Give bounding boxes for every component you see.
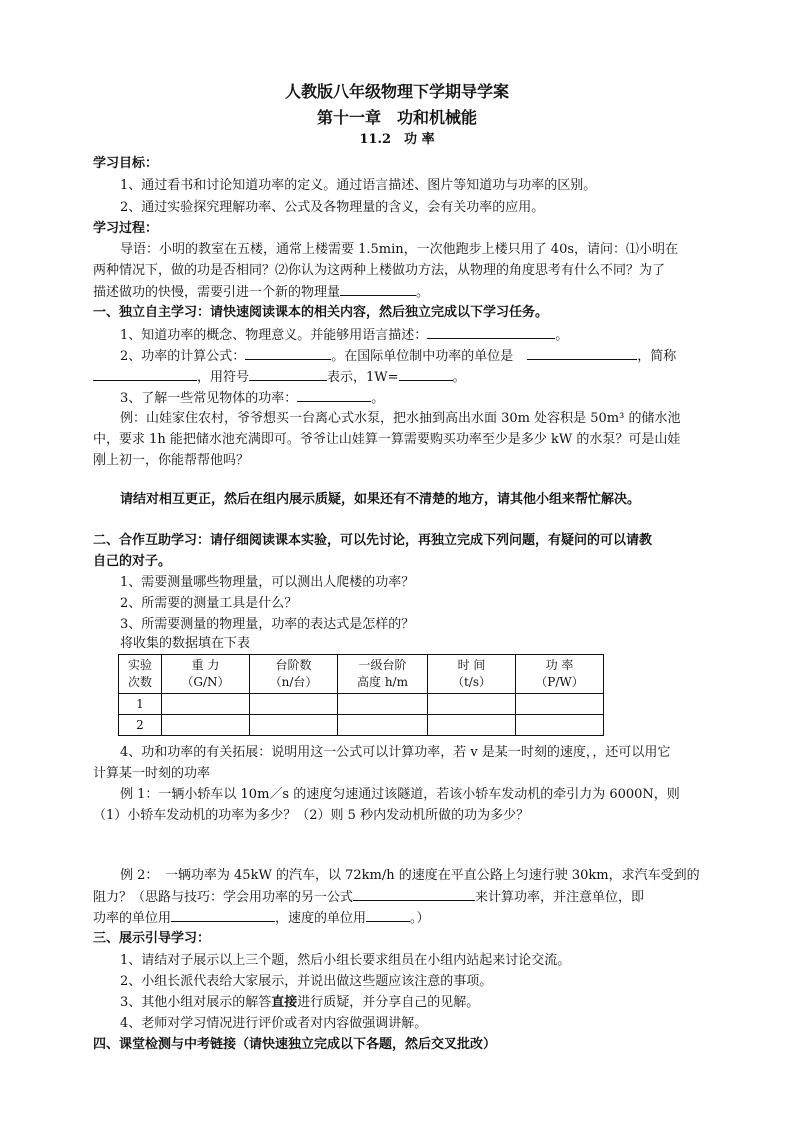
part2-heading: 自己的对子。 bbox=[93, 554, 172, 569]
data-table bbox=[118, 654, 604, 736]
question-text: 。 bbox=[452, 370, 466, 385]
table-header-cell: 功 率 （P/W） bbox=[516, 655, 604, 694]
intro-text: 两种情况下，做的功是否相同？⑵你认为这两种上楼做功方法，从物理的角度思考有什么不同？为了 bbox=[93, 263, 666, 278]
answer-blank[interactable] bbox=[297, 388, 371, 402]
table-cell[interactable] bbox=[162, 694, 250, 715]
part4-heading: 四、课堂检测与中考链接（请快速独立完成以下各题，然后交叉批改） bbox=[93, 1037, 497, 1052]
part3-item: 2、小组长派代表给大家展示，并说出做这些题应该注意的事项。 bbox=[120, 974, 493, 989]
part1-heading: 一、独立自主学习：请快速阅读课本的相关内容，然后独立完成以下学习任务。 bbox=[93, 305, 549, 320]
discuss-instruction: 请结对相互更正，然后在组内展示质疑，如果还有不清楚的地方，请其他小组来帮忙解决。 bbox=[120, 492, 641, 507]
question-text: 表示，1W= bbox=[327, 370, 399, 385]
example-text: 中，要求 1h 能把储水池充满即可。爷爷让山娃算一算需要购买功率至少是多少 kW 的水泵？可是山娃 bbox=[93, 432, 681, 447]
table-header-cell: 重 力 （G/N） bbox=[162, 655, 250, 694]
part3-emphasis: 直接 bbox=[271, 995, 298, 1010]
part1-question bbox=[93, 367, 466, 388]
intro-text: 导语：小明的教室在五楼，通常上楼需要 1.5min，一次他跑步上楼只用了 40s，请问：⑴小明在 bbox=[120, 242, 679, 257]
answer-blank[interactable] bbox=[93, 367, 197, 381]
question-text: 。 bbox=[371, 391, 385, 406]
example-text: 刚上初一，你能帮帮他吗？ bbox=[93, 453, 250, 468]
process-heading: 学习过程： bbox=[93, 221, 159, 236]
table-cell[interactable] bbox=[428, 715, 516, 736]
question-text: ，用符号 bbox=[197, 370, 250, 385]
question-text: 。在国际单位制中功率的单位是 bbox=[331, 349, 514, 364]
objective-item: 2、通过实验探究理解功率、公式及各物理量的含义，会有关功率的应用。 bbox=[120, 200, 545, 215]
example-text: （1）小轿车发动机的功率为多少？（2）则 5 秒内发动机所做的功为多少？ bbox=[93, 808, 530, 823]
intro-text-part: 。 bbox=[416, 285, 430, 300]
example-text-part: 。） bbox=[410, 911, 430, 926]
intro-text-part: 描述做功的快慢，需要引进一个新的物理量 bbox=[93, 285, 341, 300]
table-cell[interactable] bbox=[162, 715, 250, 736]
part3-item bbox=[120, 993, 479, 1013]
question-text: 3、了解一些常见物体的功率： bbox=[120, 391, 298, 406]
table-cell[interactable] bbox=[338, 694, 428, 715]
section-title: 11.2 功 率 bbox=[359, 132, 435, 147]
example-text-part: 功率的单位用 bbox=[93, 911, 172, 926]
answer-blank[interactable] bbox=[527, 346, 637, 360]
part2-question: 2、所需要的测量工具是什么？ bbox=[120, 596, 298, 611]
answer-blank[interactable] bbox=[366, 908, 410, 922]
part2-question: 3、所需要测量的物理量，功率的表达式是怎样的？ bbox=[120, 617, 415, 632]
example-text-part: 来计算功率，并注意单位，即 bbox=[475, 890, 645, 905]
part2-heading: 二、合作互助学习：请仔细阅读课本实验，可以先讨论，再独立完成下列问题，有疑问的可以请教 bbox=[93, 533, 653, 548]
table-row bbox=[119, 694, 604, 715]
example-text-part: 阻力？（思路与技巧：学会用功率的另一公式 bbox=[93, 890, 354, 905]
answer-blank[interactable] bbox=[353, 887, 475, 901]
example-text bbox=[93, 908, 430, 929]
row-number-cell: 1 bbox=[119, 694, 162, 715]
question-text: 1、知道功率的概念、物理意义。并能够用语言描述： bbox=[120, 328, 428, 343]
answer-blank[interactable] bbox=[399, 367, 453, 381]
answer-blank[interactable] bbox=[249, 367, 327, 381]
table-cell[interactable] bbox=[516, 715, 604, 736]
table-cell[interactable] bbox=[516, 694, 604, 715]
question-text: 2、功率的计算公式： bbox=[120, 349, 246, 364]
example-text bbox=[93, 887, 644, 908]
example-text: 例：山娃家住农村，爷爷想买一台离心式水泵，把水抽到高出水面 30m 处容积是 50m³ 的储水池 bbox=[120, 411, 681, 426]
table-header-row bbox=[119, 655, 604, 694]
answer-blank[interactable] bbox=[171, 908, 275, 922]
answer-blank[interactable] bbox=[427, 325, 555, 339]
part2-question: 1、需要测量哪些物理量，可以测出人爬楼的功率？ bbox=[120, 575, 415, 590]
table-header-cell: 时 间 （t/s） bbox=[428, 655, 516, 694]
example-text: 例 2： 一辆功率为 45kW 的汽车，以 72km/h 的速度在平直公路上匀速行驶 30km，求汽车受到的 bbox=[120, 868, 700, 883]
table-header-cell: 一级台阶 高度 h/m bbox=[338, 655, 428, 694]
part2-question: 4、功和功率的有关拓展：说明用这一公式可以计算功率，若 v 是某一时刻的速度，，还可以用它 bbox=[120, 745, 671, 760]
row-number-cell: 2 bbox=[119, 715, 162, 736]
objective-item: 1、通过看书和讨论知道功率的定义。通过语言描述、图片等知道功与功率的区别。 bbox=[120, 178, 597, 193]
answer-blank[interactable] bbox=[340, 282, 416, 296]
part3-text: 3、其他小组对展示的解答 bbox=[120, 995, 272, 1010]
table-row bbox=[119, 715, 604, 736]
intro-text bbox=[93, 282, 429, 303]
table-cell[interactable] bbox=[250, 694, 338, 715]
part1-question bbox=[120, 325, 568, 346]
part3-item: 1、请结对子展示以上三个题，然后小组长要求组员在小组内站起来讨论交流。 bbox=[120, 953, 571, 968]
table-cell[interactable] bbox=[250, 715, 338, 736]
part1-question bbox=[120, 346, 676, 367]
table-header-cell: 台阶数 （n/台） bbox=[250, 655, 338, 694]
table-cell[interactable] bbox=[428, 694, 516, 715]
table-caption: 将收集的数据填在下表 bbox=[120, 636, 251, 651]
part3-text: 进行质疑，并分享自己的见解。 bbox=[297, 995, 480, 1010]
table-header-cell: 实验 次数 bbox=[119, 655, 162, 694]
part2-question: 计算某一时刻的功率 bbox=[93, 766, 211, 781]
part3-heading: 三、展示引导学习： bbox=[93, 931, 211, 946]
example-text-part: ，速度的单位用 bbox=[275, 911, 367, 926]
table-cell[interactable] bbox=[338, 715, 428, 736]
answer-blank[interactable] bbox=[245, 346, 331, 360]
question-text: ，简称 bbox=[637, 349, 677, 364]
objectives-heading: 学习目标： bbox=[93, 156, 159, 171]
chapter-title: 第十一章 功和机械能 bbox=[316, 108, 477, 127]
doc-title: 人教版八年级物理下学期导学案 bbox=[284, 82, 509, 101]
part3-item: 4、老师对学习情况进行评价或者对内容做强调讲解。 bbox=[120, 1016, 428, 1031]
part1-question bbox=[120, 388, 384, 409]
question-text: 。 bbox=[555, 328, 569, 343]
example-text: 例 1：一辆小轿车以 10m／s 的速度匀速通过该隧道，若该小轿车发动机的牵引力为 6000N，则 bbox=[120, 787, 680, 802]
